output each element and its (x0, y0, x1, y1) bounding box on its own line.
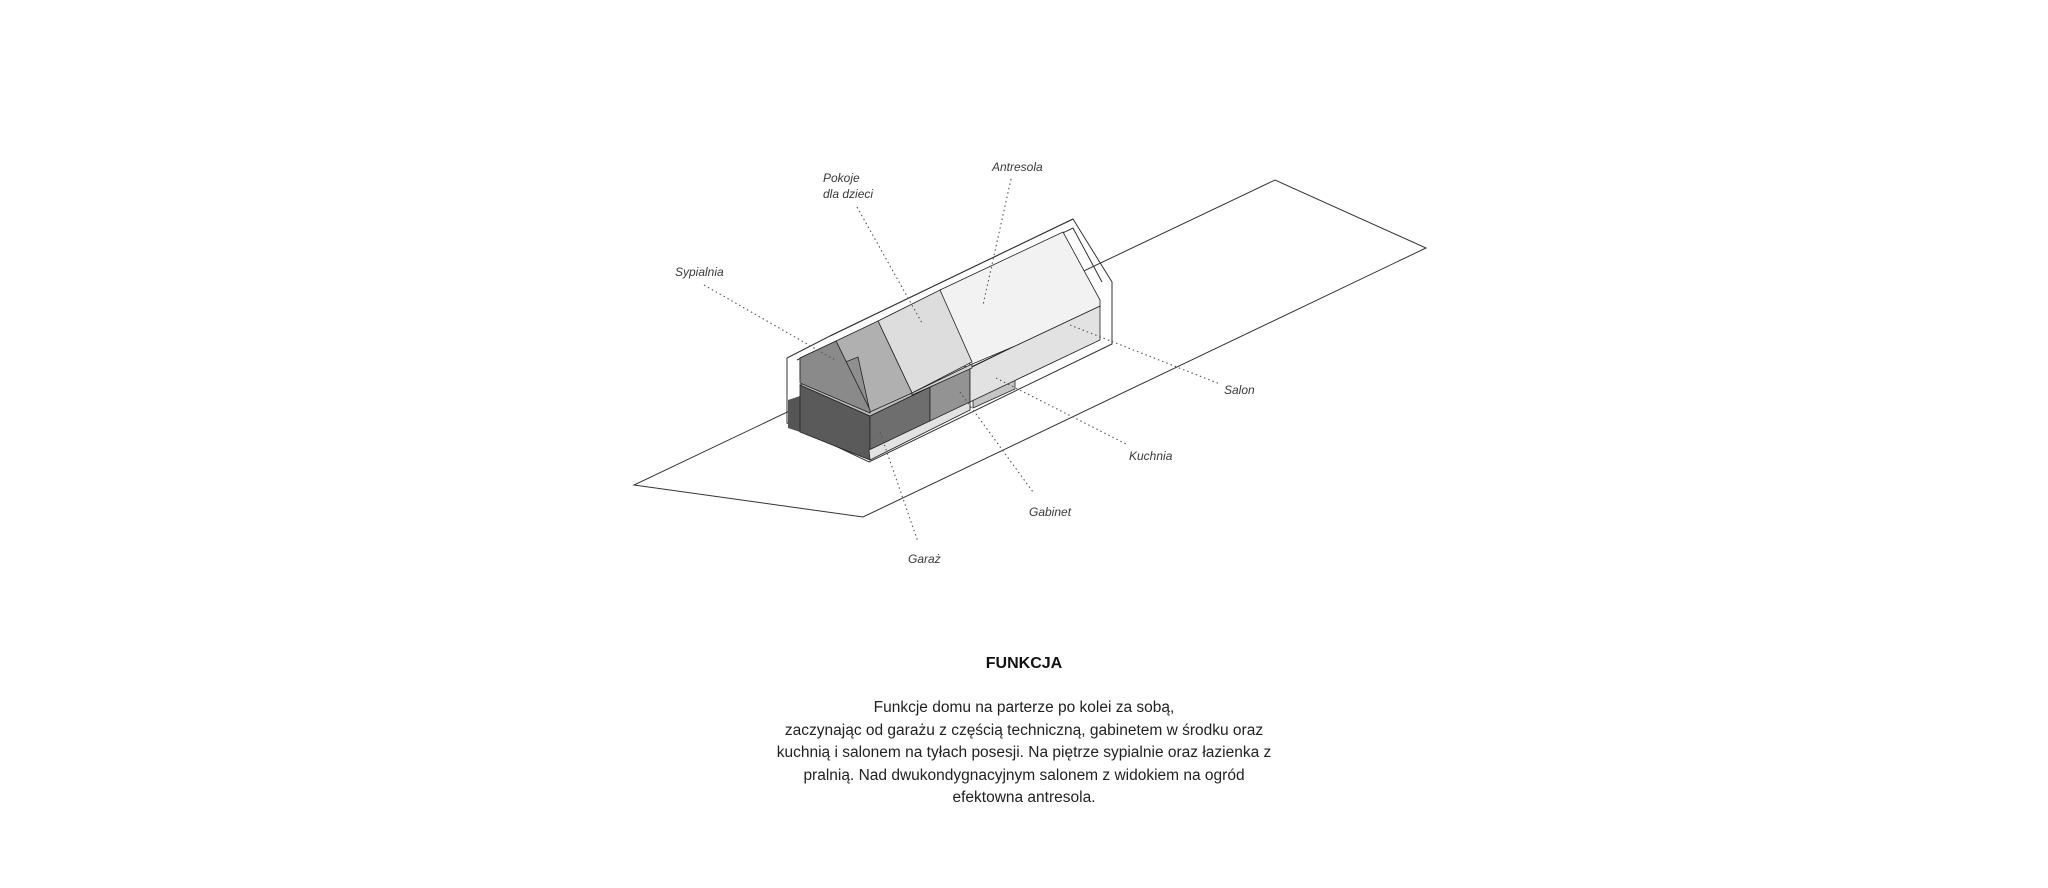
label-salon: Salon (1224, 383, 1255, 397)
label-sypialnia: Sypialnia (675, 265, 724, 279)
leader-sypialnia (704, 285, 835, 360)
description-line: pralnią. Nad dwukondygnacyjnym salonem z widokiem na ogród (803, 766, 1245, 784)
leader-kuchnia (996, 378, 1128, 445)
section-title: FUNKCJA (985, 655, 1063, 672)
leader-gabinet (960, 392, 1033, 492)
description-line: Funkcje domu na parterze po kolei za sobą, (873, 699, 1175, 716)
label-antresola: Antresola (992, 160, 1043, 174)
section-description (774, 697, 1274, 810)
label-kuchnia: Kuchnia (1129, 449, 1173, 463)
description-line: kuchnią i salonem na tyłach posesji. Na piętrze sypialnie oraz łazienka z (776, 744, 1272, 761)
label-pokoje-line1: Pokoje (823, 171, 860, 185)
label-garaz: Garaż (908, 552, 941, 566)
label-gabinet: Gabinet (1029, 505, 1072, 519)
description-line: zaczynając od garażu z częścią techniczną, gabinetem w środku oraz (784, 721, 1264, 739)
description-line: efektowna antresola. (952, 789, 1096, 806)
leader-pokoje (857, 207, 922, 323)
ground-shadow (788, 396, 800, 432)
label-pokoje-line2: dla dzieci (823, 187, 874, 201)
